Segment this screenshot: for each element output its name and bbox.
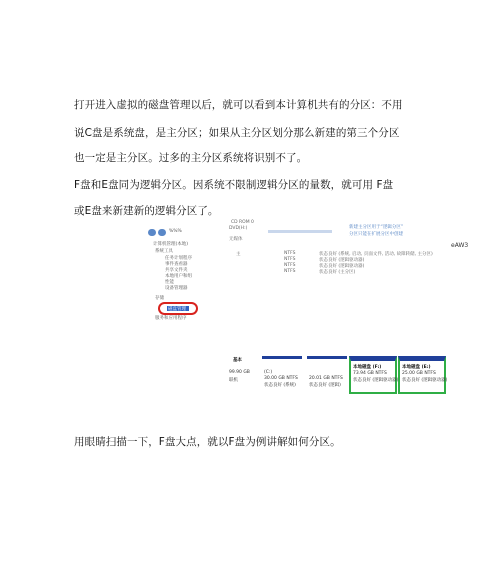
toolbar-label: %%%: [169, 229, 182, 234]
tree-item-event-viewer: 事件查看器: [165, 262, 188, 267]
tree-item-disk-management[interactable]: 磁盘管理: [168, 307, 186, 312]
paragraph-3: 也一定是主分区。过多的主分区系统将识别不了。: [74, 152, 308, 164]
disk-size: 99.90 GB: [229, 370, 250, 375]
tree-item-storage: 存储: [155, 296, 164, 301]
tree-item-computer-management: 计算机管理(本地): [153, 242, 189, 247]
row-1-fs: NTFS: [284, 251, 296, 256]
volume-list-screenshot: [229, 218, 474, 278]
row-4-status: 状态良好 (主分区): [319, 270, 356, 275]
tree-item-system-tools: 系统工具: [155, 249, 173, 254]
tree-item-shared-folders: 共享文件夹: [165, 268, 188, 273]
paragraph-2: 说C盘是系统盘，是主分区；如果从主分区划分那么新建的第三个分区: [74, 127, 400, 139]
tree-item-performance: 性能: [165, 280, 174, 285]
paragraph-4: F盘和E盘同为逻辑分区。因系统不限制逻辑分区的量数，就可用 F盘: [74, 179, 394, 191]
cdrom-status: 无媒体: [229, 237, 243, 242]
disk-status: 联机: [229, 378, 238, 383]
partition-c[interactable]: (C:) 30.00 GB NTFS 状态良好 (系统): [262, 356, 302, 394]
right-column-label: eAW3: [451, 242, 469, 249]
row-4-fs: NTFS: [284, 269, 296, 274]
row-3-fs: NTFS: [284, 263, 296, 268]
partition-f[interactable]: 本地磁盘 (F:) 73.94 GB NTFS 状态良好 (逻辑驱动器): [349, 356, 397, 394]
row-2-fs: NTFS: [284, 257, 296, 262]
cdrom-label: CD ROM 0: [231, 220, 254, 225]
paragraph-1: 打开进入虚拟的磁盘管理以后，就可以看到本计算机共有的分区：不用: [74, 99, 403, 111]
forward-arrow-icon: [158, 229, 166, 236]
paragraph-5: 或E盘来新建新的逻辑分区了。: [74, 205, 219, 217]
disk-management-tree-screenshot: [145, 226, 240, 321]
row-3-status: 状态良好 (逻辑驱动器): [319, 264, 365, 269]
toolbar: [147, 228, 183, 237]
annotation-line-2: 分区只能在扩展分区中创建: [349, 232, 403, 237]
row-2-status: 状态良好 (逻辑驱动器): [319, 258, 365, 263]
paragraph-6: 用眼睛扫描一下，F盘大点，就以F盘为例讲解如何分区。: [74, 436, 341, 448]
partition-2[interactable]: 20.01 GB NTFS 状态良好 (逻辑): [307, 356, 347, 394]
back-arrow-icon: [148, 229, 156, 236]
tree-item-task-scheduler: 任务计划程序: [165, 256, 192, 261]
row-1-layout: 主: [236, 252, 241, 257]
row-1-status: 状态良好 (系统, 启动, 页面文件, 活动, 故障转储, 主分区): [319, 252, 433, 257]
annotation-line-1: 新建主分区用于“逻辑分区”: [349, 225, 404, 230]
tree-item-local-users: 本地用户和组: [165, 274, 192, 279]
tree-item-services: 服务和应用程序: [155, 316, 187, 321]
partition-e[interactable]: 本地磁盘 (E:) 25.00 GB NTFS 状态良好 (逻辑驱动器): [398, 356, 446, 394]
disk-label: 基本: [233, 358, 242, 363]
disk-partitions-screenshot: [227, 352, 477, 394]
cdrom-drive: DVD(H:): [229, 226, 248, 231]
tree-item-device-manager: 设备管理器: [165, 286, 188, 291]
column-header-strip: [268, 230, 332, 233]
